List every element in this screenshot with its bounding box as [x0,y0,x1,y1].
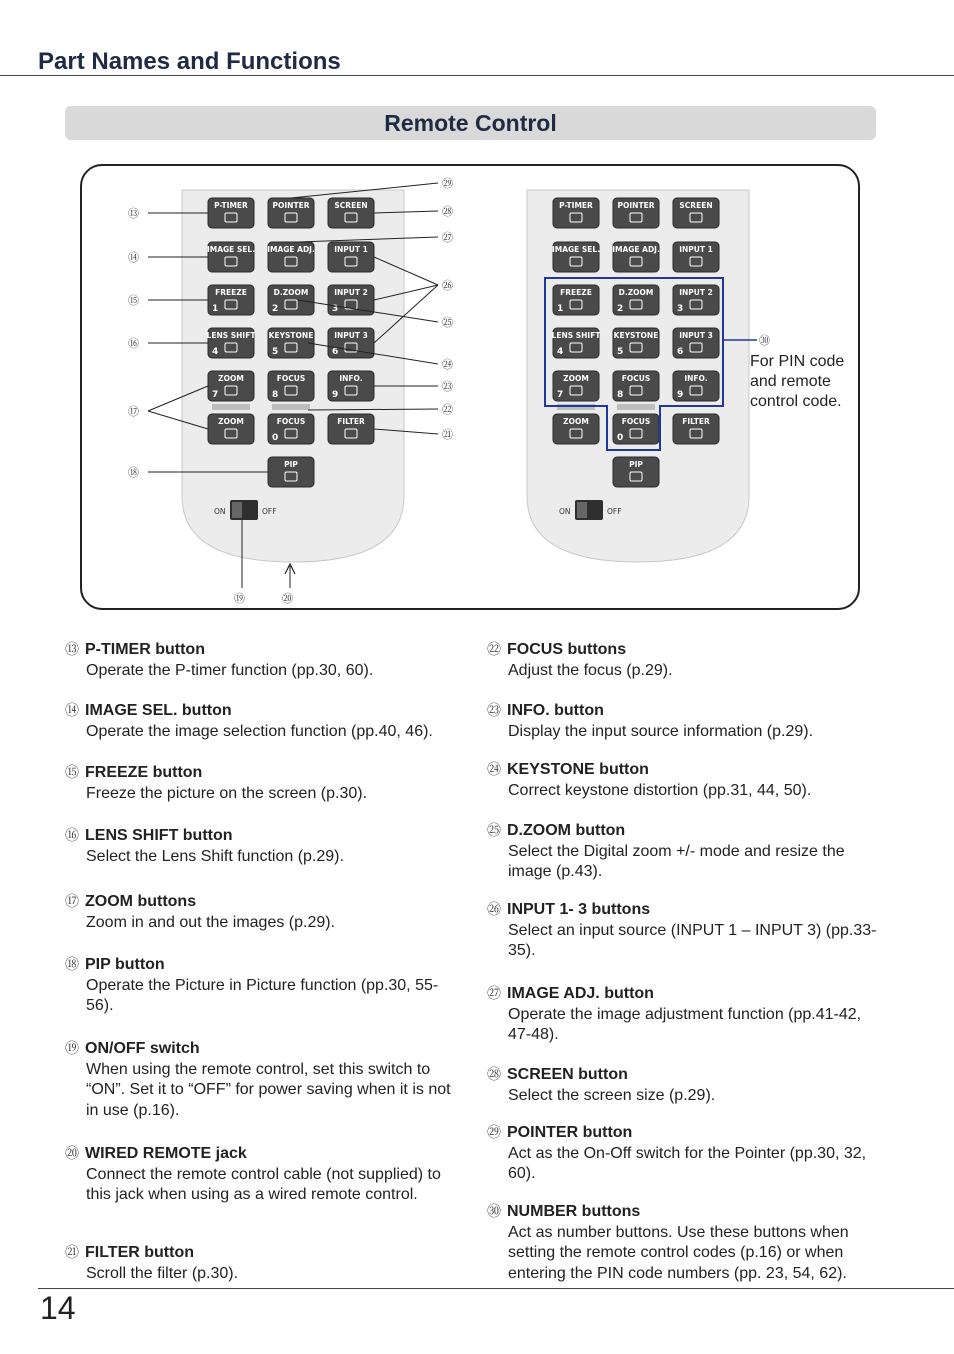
left-button-label: SCREEN [334,201,368,210]
item-title: FREEZE button [85,764,203,781]
desc-item-25 [487,821,877,883]
callout-label: ㉒ [442,403,453,416]
left-switch-off-label: OFF [262,507,277,516]
item-title: P-TIMER button [85,641,205,658]
callout-number: ⑱ [65,957,79,973]
left-button-label: LENS SHIFT [206,331,256,340]
right-button-number: 0 [617,433,624,443]
callout-label: ㉑ [442,428,453,441]
item-body: Scroll the filter (p.30). [86,1264,239,1282]
callout-number: ㉓ [487,703,501,719]
item-title: KEYSTONE button [507,761,649,778]
left-button-number: 6 [332,347,339,357]
left-button-label: IMAGE ADJ. [267,245,315,254]
left-button-number: 7 [212,390,219,400]
left-button-label: PIP [284,460,298,469]
desc-item-14 [65,701,455,742]
right-button-number: 6 [677,347,684,357]
left-button-number: 8 [272,390,279,400]
right-button-label: SCREEN [679,201,713,210]
item-body: Correct keystone distortion (pp.31, 44, 50). [508,781,812,799]
callout-number: ㉘ [487,1067,501,1083]
callout-label: ㉖ [442,279,453,292]
right-button-label: INFO. [684,374,708,383]
left-button-label: INPUT 2 [334,288,368,297]
left-button-number: 4 [212,347,219,357]
desc-item-26 [487,900,877,962]
item-body: Display the input source information (p.29). [508,722,814,740]
callout-number: ㉑ [65,1245,79,1261]
callout-number: ⑮ [65,765,79,781]
callout-label: ㉘ [442,205,453,218]
left-button-label: INFO. [339,374,363,383]
left-button-number: 2 [272,304,279,314]
callout-number: ⑰ [65,894,79,910]
left-button-label: FOCUS [276,417,306,426]
item-title: ZOOM buttons [85,893,197,910]
callout-number: ㉗ [487,986,501,1002]
left-button-label: IMAGE SEL. [206,245,256,254]
desc-item-22 [487,640,877,681]
callout-label: ㉙ [442,177,453,190]
desc-item-20 [65,1144,455,1206]
callout-label: ㉕ [442,316,453,329]
right-power-switch-knob [577,502,587,518]
desc-item-19 [65,1039,455,1121]
item-body: Act as the On-Off switch for the Pointer (pp.30, 32, 60). [508,1144,867,1182]
remote-control-diagram [82,166,860,610]
item-title: FOCUS buttons [507,641,627,658]
callout-number: ⑬ [65,642,79,658]
item-body: Connect the remote control cable (not supplied) to this jack when using as a wired remote control. [86,1165,441,1203]
item-title: INPUT 1- 3 buttons [507,901,651,918]
page-title: Part Names and Functions [38,48,341,75]
left-button-number: 0 [272,433,279,443]
item-title: WIRED REMOTE jack [85,1145,247,1162]
callout-label: ⑬ [128,207,139,220]
item-body: When using the remote control, set this switch to “ON”. Set it to “OFF” for power saving when it is not in use (p.16). [86,1060,451,1119]
right-button-label: LENS SHIFT [551,331,601,340]
left-button-label: ZOOM [218,417,244,426]
callout-number: ㉚ [487,1204,501,1220]
item-body: Freeze the picture on the screen (p.30). [86,784,368,802]
right-button-label: INPUT 3 [679,331,713,340]
right-button-number: 8 [617,390,624,400]
callout-label: ⑲ [234,592,245,605]
left-button-label: ZOOM [218,374,244,383]
left-button-number: 9 [332,390,339,400]
right-button-number: 4 [557,347,564,357]
right-button-number: 9 [677,390,684,400]
callout-number: ⑯ [65,828,79,844]
left-button-label: KEYSTONE [268,331,314,340]
left-button-label: P-TIMER [214,201,248,210]
desc-item-23 [487,701,877,742]
right-focus-grip [617,404,655,410]
callout-number: ㉔ [487,762,501,778]
item-title: INFO. button [507,702,604,719]
desc-item-16 [65,826,455,867]
right-button-label: D.ZOOM [618,288,654,297]
callout-label: ㉔ [442,358,453,371]
item-body: Select the Digital zoom +/- mode and resize the image (p.43). [508,842,845,880]
right-button-number: 5 [617,347,624,357]
item-title: IMAGE ADJ. button [507,985,654,1002]
item-body: Select an input source (INPUT 1 – INPUT 3) (pp.33-35). [508,921,877,959]
desc-item-21 [65,1243,455,1284]
left-button-label: INPUT 1 [334,245,368,254]
callout-label: ⑯ [128,337,139,350]
heading-divider [0,75,954,76]
right-switch-off-label: OFF [607,507,622,516]
item-body: Adjust the focus (p.29). [508,661,673,679]
left-button-label: FOCUS [276,374,306,383]
right-button-label: ZOOM [563,374,589,383]
right-button-label: FOCUS [621,374,651,383]
pin-code-note: For PIN code and remote control code. [750,353,845,410]
page-number: 14 [40,1290,76,1326]
left-switch-on-label: ON [214,507,226,516]
callout-number: ⑭ [65,703,79,719]
callout-number: ⑲ [65,1041,79,1057]
right-button-label: ZOOM [563,417,589,426]
left-button-number: 3 [332,304,339,314]
callout-label: ⑳ [282,592,293,605]
right-switch-on-label: ON [559,507,571,516]
right-button-label: FOCUS [621,417,651,426]
item-title: SCREEN button [507,1066,628,1083]
item-body: Zoom in and out the images (p.29). [86,913,336,931]
callout-number: ⑳ [65,1146,79,1162]
right-button-label: INPUT 1 [679,245,713,254]
item-title: PIP button [85,956,165,973]
right-button-number: 3 [677,304,684,314]
right-button-label: IMAGE ADJ. [612,245,660,254]
left-button-number: 1 [212,304,219,314]
item-body: Select the Lens Shift function (p.29). [86,847,344,865]
footer-divider [38,1288,954,1289]
callout-number: ㉒ [487,642,501,658]
desc-item-28 [487,1065,877,1106]
item-title: ON/OFF switch [85,1040,200,1057]
right-button-label: IMAGE SEL. [551,245,601,254]
callout-label: ⑰ [128,405,139,418]
item-title: POINTER button [507,1124,633,1141]
right-button-number: 1 [557,304,564,314]
desc-item-18 [65,955,455,1017]
desc-item-15 [65,763,455,804]
left-button-label: POINTER [272,201,310,210]
section-banner [65,106,876,140]
remote-control-figure [80,164,860,610]
section-title: Remote Control [384,110,557,136]
callout-label: ㉓ [442,380,453,393]
left-button-label: FILTER [337,417,365,426]
item-body: Operate the image adjustment function (pp.41-42, 47-48). [508,1005,862,1043]
right-button-label: INPUT 2 [679,288,713,297]
right-button-label: FREEZE [560,288,592,297]
left-focus-grip [272,404,310,410]
item-body: Operate the P-timer function (pp.30, 60). [86,661,374,679]
desc-item-29 [487,1123,877,1185]
left-power-switch-knob [232,502,242,518]
desc-item-24 [487,760,877,801]
item-body: Act as number buttons. Use these buttons when setting the remote control codes (p.16) or when entering the PIN code numbers (pp. 23, 54, 62). [508,1223,849,1282]
right-button-label: P-TIMER [559,201,593,210]
desc-item-27 [487,984,877,1046]
left-button-label: INPUT 3 [334,331,368,340]
right-button-label: POINTER [617,201,655,210]
callout-number: ㉙ [487,1125,501,1141]
callout-label: ⑮ [128,294,139,307]
left-zoom-grip [212,404,250,410]
item-body: Operate the image selection function (pp.40, 46). [86,722,433,740]
left-button-label: FREEZE [215,288,247,297]
left-button-label: D.ZOOM [273,288,309,297]
right-button-label: PIP [629,460,643,469]
callout-label: ㉚ [759,334,770,347]
item-body: Operate the Picture in Picture function (pp.30, 55-56). [86,976,439,1014]
left-button-number: 5 [272,347,279,357]
desc-item-13 [65,640,455,681]
right-button-number: 7 [557,390,564,400]
desc-item-30 [487,1202,877,1284]
item-title: IMAGE SEL. button [85,702,232,719]
item-title: D.ZOOM button [507,822,626,839]
right-button-number: 2 [617,304,624,314]
callout-label: ⑱ [128,466,139,479]
item-body: Select the screen size (p.29). [508,1086,716,1104]
item-title: NUMBER buttons [507,1203,641,1220]
callout-label: ㉗ [442,231,453,244]
right-button-label: FILTER [682,417,710,426]
desc-item-17 [65,892,455,933]
right-button-label: KEYSTONE [613,331,659,340]
callout-number: ㉖ [487,902,501,918]
item-title: FILTER button [85,1244,194,1261]
callout-label: ⑭ [128,251,139,264]
item-title: LENS SHIFT button [85,827,233,844]
callout-number: ㉕ [487,823,501,839]
